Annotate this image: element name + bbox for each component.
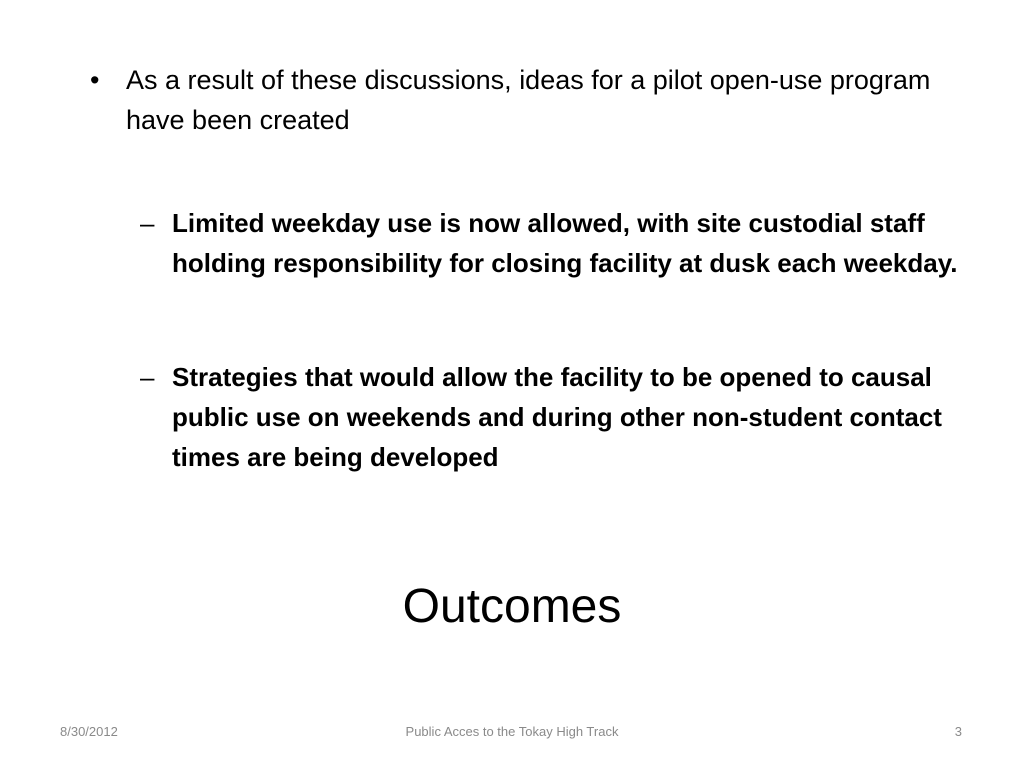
sub-bullet-text: Limited weekday use is now allowed, with site custodial staff holding responsibility for closing facility at dusk each weekday. (172, 208, 958, 278)
page-number: 3 (954, 724, 962, 739)
bullet-marker: • (90, 65, 100, 95)
sub-bullet-marker: – (140, 362, 155, 392)
bullet-item (90, 60, 950, 140)
slide-title: Outcomes (402, 580, 622, 633)
sub-bullet-marker: – (140, 208, 155, 238)
footer-text: Public Acces to the Tokay High Track (405, 724, 619, 739)
sub-bullet-item (140, 357, 960, 477)
sub-bullet-text: Strategies that would allow the facility to be opened to causal public use on weekends and during other non-student contact times are being developed (172, 362, 942, 472)
footer-date: 8/30/2012 (60, 724, 118, 739)
sub-bullet-item (140, 203, 960, 283)
bullet-text: As a result of these discussions, ideas for a pilot open-use program have been created (126, 65, 931, 135)
